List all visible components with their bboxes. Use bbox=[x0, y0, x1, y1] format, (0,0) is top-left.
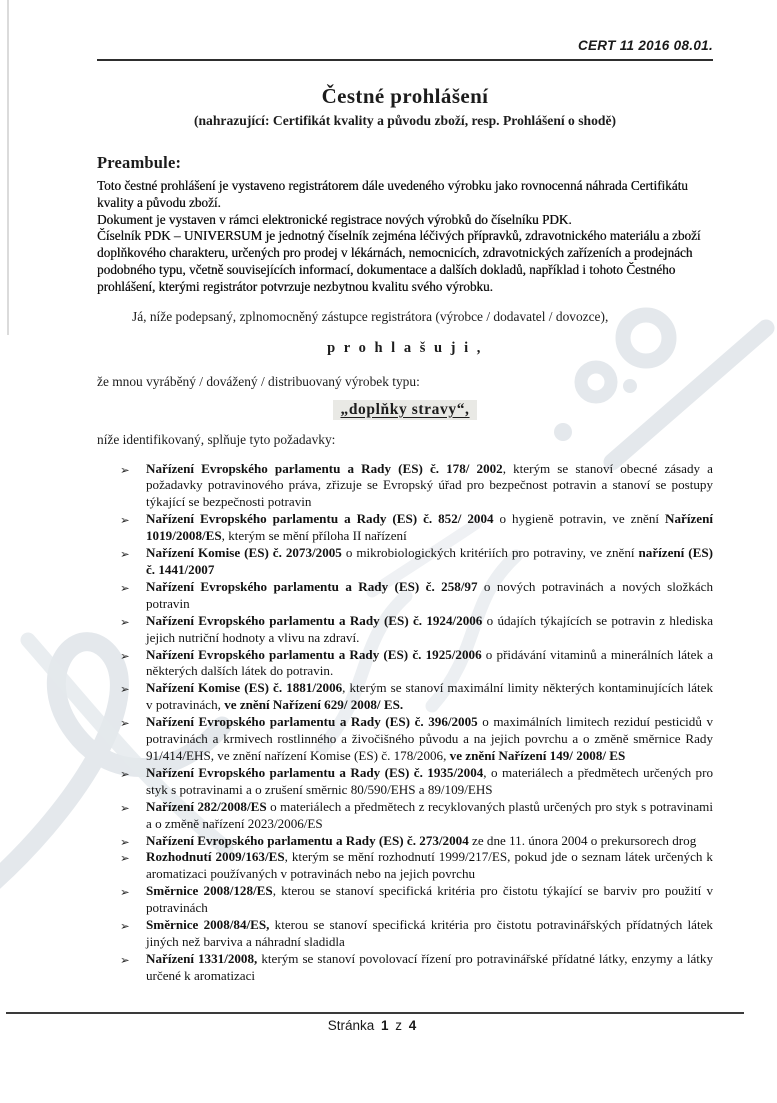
regulation-description: ze dne 11. února 2004 o prekursorech drog bbox=[468, 832, 697, 848]
regulation-reference: Nařízení Evropského parlamentu a Rady (ES) č. 396/2005 bbox=[146, 714, 478, 730]
regulation-reference: Nařízení Komise (ES) č. 2073/2005 bbox=[146, 545, 342, 561]
requirement-item bbox=[120, 833, 713, 850]
arrow-bullet-icon: ➢ bbox=[120, 462, 130, 477]
requirement-item bbox=[120, 511, 713, 545]
requirement-item bbox=[120, 799, 713, 833]
declaration-closing: níže identifikovaný, splňuje tyto požadavky: bbox=[97, 431, 336, 447]
regulation-description: o materiálech a předmětech z recyklovaných plastů určených pro styk s potravinami a o změně nařízení 2023/2006/ES bbox=[146, 798, 713, 831]
page-number-total: 4 bbox=[408, 1018, 417, 1033]
requirements-list bbox=[97, 461, 713, 985]
regulation-description: , kterým se stanoví maximální limity některých kontaminujících látek v potravinách, bbox=[146, 680, 713, 713]
requirement-item bbox=[120, 917, 713, 951]
requirement-item bbox=[120, 680, 713, 714]
regulation-reference: ve znění Nařízení 149/ 2008/ ES bbox=[449, 747, 626, 763]
requirement-item bbox=[120, 647, 713, 681]
preamble-heading: Preambule: bbox=[97, 153, 182, 172]
page-number-prefix: Stránka bbox=[327, 1018, 375, 1033]
regulation-reference: nařízení (ES) č. 1441/2007 bbox=[146, 545, 714, 578]
requirement-item bbox=[120, 461, 713, 512]
arrow-bullet-icon: ➢ bbox=[120, 513, 130, 528]
arrow-bullet-icon: ➢ bbox=[120, 547, 130, 562]
regulation-reference: Nařízení 1331/2008, bbox=[146, 950, 258, 966]
regulation-description: o mikrobiologických kritériích pro potraviny, ve znění bbox=[341, 545, 639, 561]
document-content bbox=[97, 0, 713, 985]
regulation-description: , o materiálech a předmětech určených pro styk s potravinami a o zrušení směrnic 80/590/EHS a 89/109/EHS bbox=[146, 764, 713, 797]
requirement-item bbox=[120, 545, 713, 579]
regulation-description: kterým se stanoví povolovací řízení pro potravinářské přídatné látky, enzymy a látky určené k aromatizaci bbox=[146, 950, 714, 983]
regulation-reference: Nařízení 282/2008/ES bbox=[146, 798, 267, 814]
regulation-reference: Rozhodnutí 2009/163/ES bbox=[146, 849, 285, 865]
regulation-reference: Nařízení Evropského parlamentu a Rady (ES) č. 852/ 2004 bbox=[146, 511, 494, 527]
regulation-reference: Nařízení Evropského parlamentu a Rady (ES) č. 1935/2004 bbox=[146, 764, 484, 780]
requirement-item bbox=[120, 714, 713, 765]
document-code: CERT 11 2016 08.01. bbox=[577, 38, 713, 53]
regulation-reference: Směrnice 2008/84/ES, bbox=[146, 917, 270, 933]
declaration-intro: Já, níže podepsaný, zplnomocněný zástupce registrátora (výrobce / dodavatel / dovozce), bbox=[132, 308, 609, 324]
arrow-bullet-icon: ➢ bbox=[120, 834, 130, 849]
declaration-product bbox=[97, 401, 713, 419]
preamble-section bbox=[97, 178, 713, 296]
regulation-description: kterou se stanoví specifická kritéria pro čistotu potravinářských přídatných látek jiných než barviva a náhradní sladidla bbox=[146, 917, 713, 949]
arrow-bullet-icon: ➢ bbox=[120, 800, 130, 815]
requirement-item bbox=[120, 579, 713, 613]
page-number-current: 1 bbox=[380, 1018, 389, 1033]
declaration-product-line: že mnou vyráběný / dovážený / distribuovaný výrobek typu: bbox=[97, 373, 420, 389]
regulation-reference: Nařízení Evropského parlamentu a Rady (ES) č. 178/ 2002 bbox=[146, 460, 503, 476]
regulation-description: o přidávání vitaminů a minerálních látek a některých dalších látek do potravin. bbox=[146, 646, 714, 679]
product-type-highlighted: „doplňky stravy“, bbox=[333, 400, 476, 420]
page-number-separator: z bbox=[395, 1018, 403, 1033]
regulation-description: o hygieně potravin, ve znění bbox=[493, 511, 665, 527]
arrow-bullet-icon: ➢ bbox=[120, 766, 130, 781]
regulation-description: o údajích týkajících se potravin z hlediska jejich nutriční hodnoty a vlivu na zdraví. bbox=[146, 612, 713, 645]
regulation-reference: Nařízení Evropského parlamentu a Rady (ES) č. 1924/2006 bbox=[146, 612, 483, 628]
arrow-bullet-icon: ➢ bbox=[120, 648, 130, 663]
arrow-bullet-icon: ➢ bbox=[120, 716, 130, 731]
requirement-item bbox=[120, 849, 713, 883]
preamble-paragraph: Dokument je vystaven v rámci elektronické registrace nových výrobků do číselníku PDK. bbox=[97, 211, 572, 227]
regulation-reference: Nařízení Evropského parlamentu a Rady (ES) č. 1925/2006 bbox=[146, 646, 482, 662]
regulation-reference: Směrnice 2008/128/ES bbox=[146, 883, 273, 899]
regulation-reference: Nařízení Evropského parlamentu a Rady (ES) č. 258/97 bbox=[146, 578, 478, 594]
requirement-item bbox=[120, 883, 713, 917]
regulation-description: o maximálních limitech reziduí pesticidů v potravinách a krmivech rostlinného a živočišného původu a na jejich povrchu a o změně směrnice Rady 91/414/EHS, ve znění nařízení Komise (ES) č. 178/2006, bbox=[146, 714, 713, 763]
page-subtitle: (nahrazující: Certifikát kvality a původu zboží, resp. Prohlášení o shodě) bbox=[193, 113, 617, 128]
arrow-bullet-icon: ➢ bbox=[120, 919, 130, 934]
requirement-item bbox=[120, 951, 713, 985]
preamble-paragraph: Toto čestné prohlášení je vystaveno registrátorem dále uvedeného výrobku jako rovnocenná náhrada Certifikátu kvality a původu zboží. bbox=[97, 178, 688, 210]
declaration-verb: p r o h l a š u j i , bbox=[327, 339, 483, 356]
arrow-bullet-icon: ➢ bbox=[120, 682, 130, 697]
page-title: Čestné prohlášení bbox=[321, 84, 489, 108]
regulation-description: o nových potravinách a nových složkách potravin bbox=[146, 578, 713, 611]
requirement-item bbox=[120, 765, 713, 799]
arrow-bullet-icon: ➢ bbox=[120, 851, 130, 866]
regulation-description: , kterým se stanoví obecné zásady a požadavky potravinového práva, zřizuje se Evropský úřad pro bezpečnost potravin a stanoví se postupy týkající se bezpečnosti potravin bbox=[146, 460, 713, 510]
regulation-description: , kterým se mění rozhodnutí 1999/217/ES, pokud jde o seznam látek určených k aromatizaci používaných v potravinách nebo na jejich povrchu bbox=[146, 849, 713, 882]
arrow-bullet-icon: ➢ bbox=[120, 580, 130, 595]
arrow-bullet-icon: ➢ bbox=[120, 952, 130, 967]
footer-rule bbox=[6, 1012, 744, 1014]
regulation-reference: Nařízení Evropského parlamentu a Rady (ES) č. 273/2004 bbox=[146, 832, 469, 848]
regulation-description: , kterou se stanoví specifická kritéria pro čistotu týkající se barviv pro použití v potravinách bbox=[146, 883, 714, 916]
arrow-bullet-icon: ➢ bbox=[120, 614, 130, 629]
regulation-reference: Nařízení 1019/2008/ES bbox=[146, 511, 713, 544]
regulation-description: , kterým se mění příloha II nařízení bbox=[221, 528, 407, 544]
page-number bbox=[0, 1018, 744, 1033]
requirement-item bbox=[120, 613, 713, 647]
preamble-paragraph: Číselník PDK – UNIVERSUM je jednotný číselník zejména léčivých přípravků, zdravotnického materiálu a zboží doplňkového charakteru, určených pro prodej v lékárnách, nemocnicích, zdravotnických zařízeních a prodejnách podobného typu, včetně souvisejících informací, dokumentace a dalších dokladů, například i tohoto Čestného prohlášení, kterými registrátor potvrzuje nezbytnou kvalitu svého výrobku. bbox=[97, 228, 701, 294]
regulation-reference: ve znění Nařízení 629/ 2008/ ES. bbox=[224, 697, 404, 713]
arrow-bullet-icon: ➢ bbox=[120, 885, 130, 900]
regulation-reference: Nařízení Komise (ES) č. 1881/2006 bbox=[146, 680, 343, 696]
